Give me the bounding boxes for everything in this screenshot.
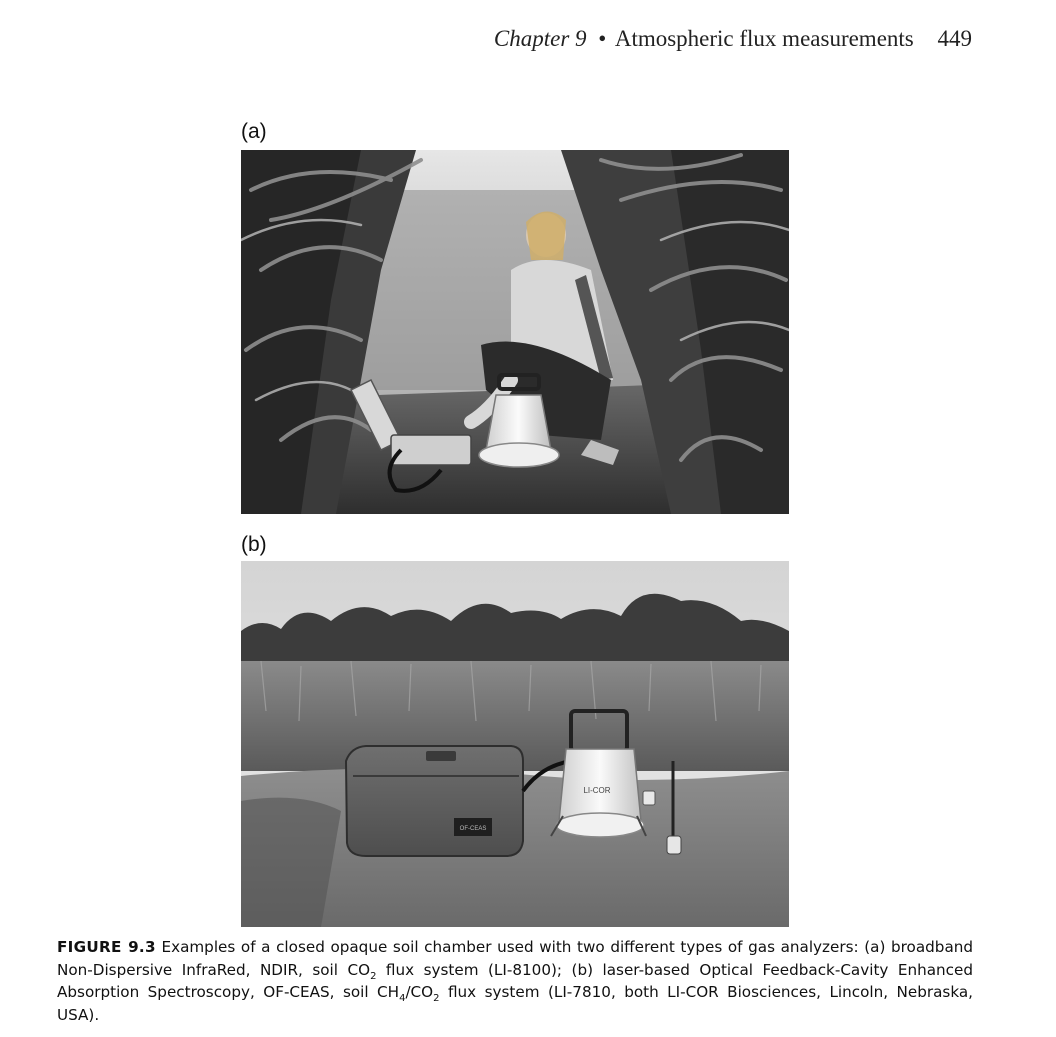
running-header — [494, 26, 972, 52]
panel-a-label: (a) — [241, 120, 267, 143]
photo-cornfield-chamber — [241, 150, 789, 514]
figure-caption — [57, 936, 973, 1026]
page-number: 449 — [937, 26, 972, 51]
caption-text-2: flux system (LI-8100); (b) laser-based Optical Feedback-Cavity Enhanced Absorption Spectroscopy, OF-CEAS, soil CH — [57, 960, 973, 1001]
case-label-text: OF-CEAS — [459, 826, 487, 832]
caption-subscript-3: 2 — [433, 993, 440, 1005]
figure-label: FIGURE 9.3 — [57, 938, 156, 956]
caption-text-1: Examples of a closed opaque soil chamber used with two different types of gas analyzers: (a) broadband Non-Dispersive InfraRed, NDIR, soil CO — [57, 938, 974, 979]
chamber-label-text: LI-COR — [583, 786, 611, 795]
photo-field-analyzer-case — [241, 561, 789, 927]
chapter-label: Chapter 9 — [493, 26, 587, 51]
panel-b-label: (b) — [241, 533, 267, 556]
caption-subscript-1: 2 — [370, 970, 377, 982]
caption-text-4: flux system (LI-7810, both LI-COR Biosciences, Lincoln, Nebraska, USA). — [57, 983, 973, 1024]
chapter-title: Atmospheric flux measurements — [614, 26, 914, 51]
header-bullet: • — [598, 26, 607, 51]
caption-subscript-2: 4 — [399, 993, 406, 1005]
caption-text-3: /CO — [405, 983, 434, 1001]
